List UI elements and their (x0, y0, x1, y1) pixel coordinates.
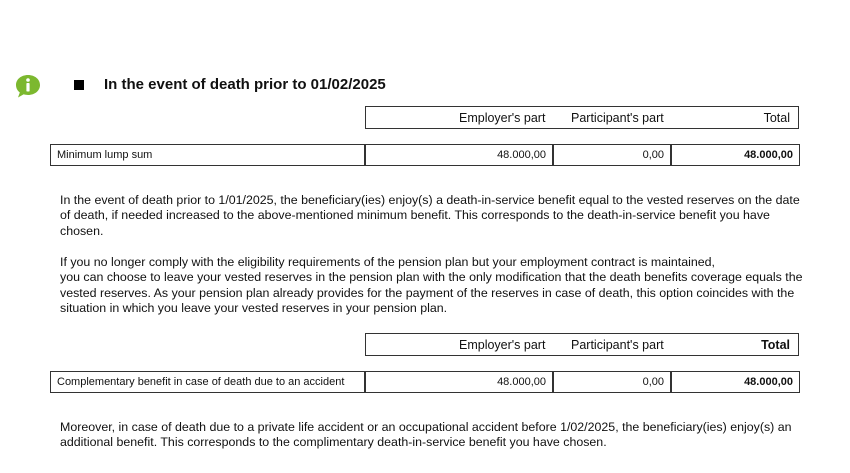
employer-part-value: 48.000,00 (365, 144, 553, 166)
employer-part-value: 48.000,00 (365, 371, 553, 393)
total-header: Total (763, 111, 790, 125)
eligibility-paragraph-rest: you can choose to leave your vested reserves in the pension plan with the only modification that the death benefits coverage equals the vested reserves. As your pension plan already provides for the payment of the reserves in case of death, this option coincides with the situation in which you leave your vested reserves in your pension plan. (60, 270, 803, 316)
table1-header (365, 106, 799, 129)
participant-part-header: Participant's part (571, 111, 664, 125)
total-value: 48.000,00 (671, 371, 800, 393)
row-label: Complementary benefit in case of death due to an accident (50, 371, 365, 393)
info-icon (14, 73, 42, 99)
employer-part-header: Employer's part (459, 111, 546, 125)
accident-benefit-paragraph: Moreover, in case of death due to a private life accident or an occupational accident before 1/02/2025, the beneficiary(ies) enjoy(s) an additional benefit. This corresponds to the complimentary death-in-service benefit you have chosen. (60, 420, 792, 450)
table2-header (365, 333, 799, 356)
eligibility-paragraph-line1: If you no longer comply with the eligibility requirements of the pension plan but your employment contract is maintained, (60, 255, 715, 269)
participant-part-value: 0,00 (553, 144, 671, 166)
eligibility-paragraph (60, 255, 805, 317)
table-row-minimum-lump-sum (50, 144, 800, 166)
section-title: In the event of death prior to 01/02/2025 (104, 76, 386, 93)
total-header: Total (761, 338, 790, 352)
total-value: 48.000,00 (671, 144, 800, 166)
death-benefit-paragraph: In the event of death prior to 1/01/2025, the beneficiary(ies) enjoy(s) a death-in-service benefit equal to the vested reserves on the date of death, if needed increased to the above-mentioned minimum benefit. This corresponds to the death-in-service benefit you have chosen. (60, 193, 800, 238)
row-label: Minimum lump sum (50, 144, 365, 166)
participant-part-header: Participant's part (571, 338, 664, 352)
table-row-accident-benefit (50, 371, 800, 393)
square-bullet-icon (74, 80, 84, 90)
employer-part-header: Employer's part (459, 338, 546, 352)
participant-part-value: 0,00 (553, 371, 671, 393)
